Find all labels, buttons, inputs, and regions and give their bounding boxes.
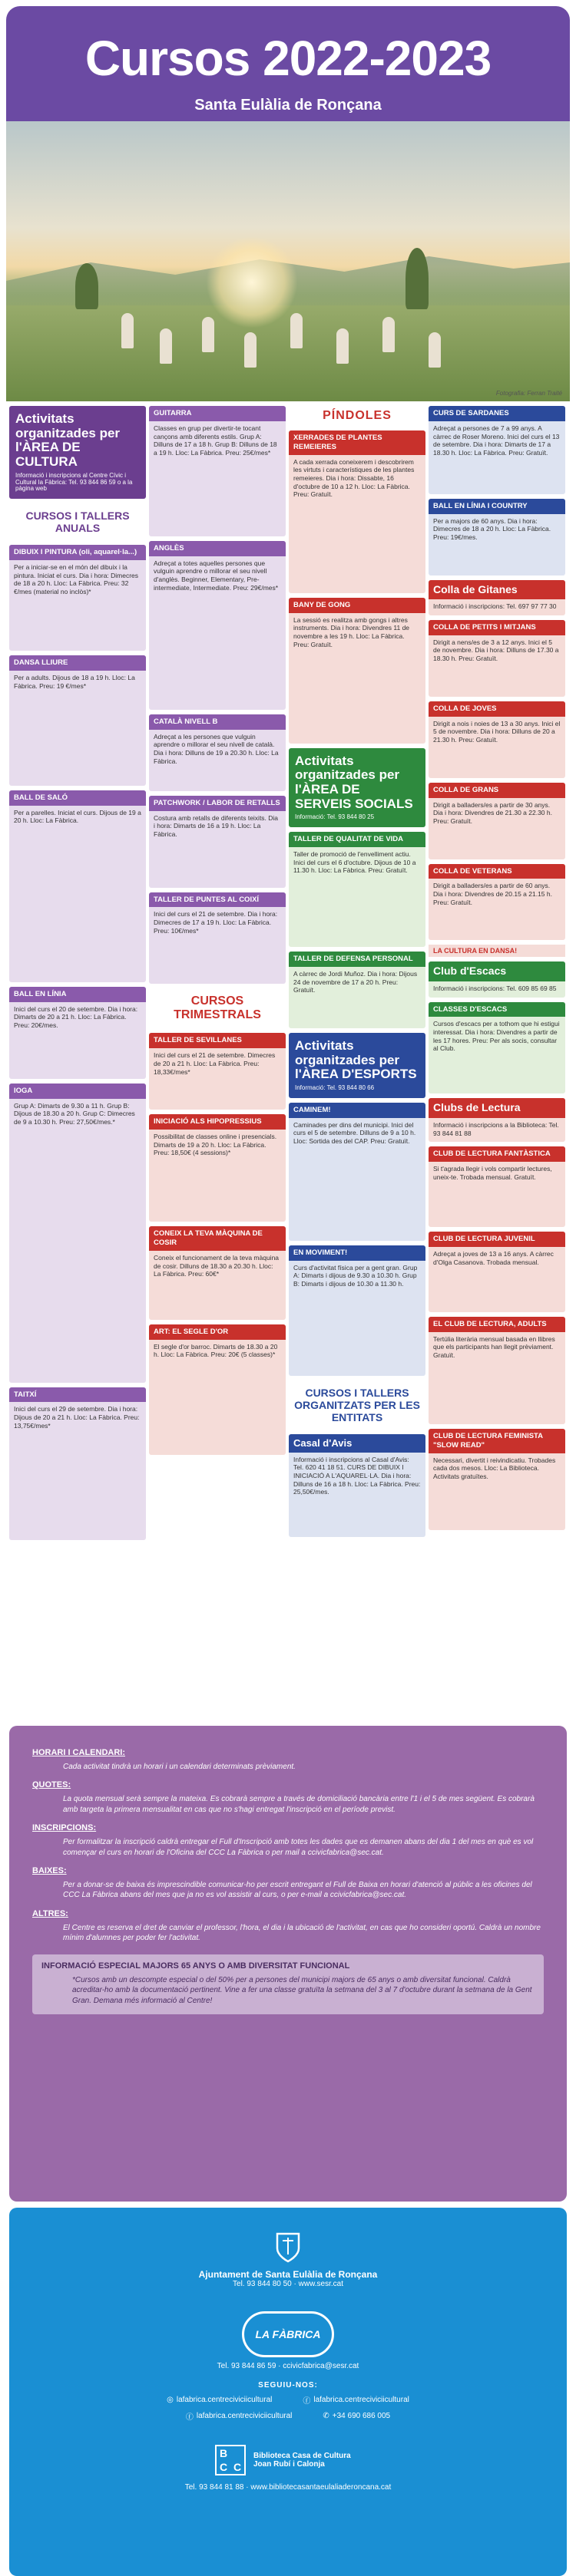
lectura-info: Informació i inscripcions a la Biblioteca: Tel. 93 844 81 88 (433, 1120, 559, 1137)
fabrica-logo: LA FÀBRICA (242, 2311, 334, 2357)
course-card (149, 714, 286, 791)
sports-section-title (289, 1033, 425, 1098)
tree-shape (406, 248, 429, 309)
sports-title-text: Activitats organitzades per l'ÀREA D'ESPORTS (295, 1037, 417, 1082)
social-handle: lafabrica.centreciviciicultural (196, 2412, 293, 2420)
course-card (149, 1114, 286, 1222)
info-registration-text: Per formalitzar la inscripció caldrà entregar el Full d'Inscripció amb totes les dades que es demanen abans del dia 1 del mes en què es vol començar el curs en horari de l'Oficina del CCC La Fàbrica o per mail a ccivicfabrica@sec.cat. (63, 1838, 534, 1857)
person-shape (336, 328, 349, 364)
course-card (289, 598, 425, 744)
course-card (9, 1084, 146, 1383)
course-card-body: A càrrec de Jordi Muñoz. Dia i hora: Dijous 24 de novembre de 17 a 20 h. Preu: Gratuït. (293, 969, 418, 994)
annual-courses-title: CURSOS I TALLERS ANUALS (25, 510, 130, 535)
course-card-body: Costura amb retalls de diferents teixits. Dia i hora: Dimarts de 16 a 19 h. Lloc: La Fàbrica. (154, 813, 279, 838)
course-card-title: COLLA DE JOVES (429, 701, 565, 717)
course-card-title: CURS DE SARDANES (429, 406, 565, 421)
course-card (289, 1245, 425, 1376)
course-card (9, 987, 146, 1079)
course-card-title: BALL EN LÍNIA I COUNTRY (429, 499, 565, 514)
course-card-body: Si t'agrada llegir i vols compartir lectures, uneix-te. Trobada mensual. Gratuït. (433, 1165, 552, 1181)
person-shape (160, 328, 172, 364)
course-card-body: A cada xerrada coneixerem i descobrirem les virtuts i característiques de les plantes remeieres. Dia i hora: Dissabte, 16 d'octubre de 10 a 12 h. Lloc: La Fàbrica. Preu: Gratuït. (293, 457, 415, 499)
person-shape (244, 332, 257, 368)
special-info-heading: INFORMACIÓ ESPECIAL MAJORS 65 ANYS O AMB DIVERSITAT FUNCIONAL (41, 1961, 350, 1971)
info-cancellations-text: Per a donar-se de baixa és imprescindible comunicar-ho per escrit entregant el Full de Baixa en horari d'atenció al públic a les oficines del CCC La Fàbrica abans del mes que ja no es vol assistir al curs, o per e-mail a ccivicfabrica@sec.cat. (63, 1880, 532, 1900)
quarterly-courses-title: CURSOS TRIMESTRALS (174, 994, 261, 1022)
column-entities (429, 406, 565, 1717)
info-registration-heading: INSCRIPCIONS: (32, 1823, 97, 1833)
course-card (9, 790, 146, 982)
course-card-title: TALLER DE PUNTES AL COIXÍ (149, 892, 286, 908)
info-cancellations-heading: BAIXES: (32, 1866, 67, 1876)
course-card (429, 620, 565, 697)
course-card (9, 1387, 146, 1541)
person-shape (429, 332, 441, 368)
course-card (429, 499, 565, 576)
course-card-body: Grup A: Dimarts de 9.30 a 11 h. Grup B: Dijous de 18.30 a 20 h. Grup C: Dimecres de 9 a 10.30 h. Preu: 27,50€/mes.* (14, 1101, 135, 1126)
person-shape (382, 317, 395, 352)
course-card-title: ANGLÈS (149, 541, 286, 556)
course-card-body: Inici del curs el 20 de setembre. Dia i hora: Dimarts de 20 a 21 h. Lloc: La Fàbrica. Preu: 20€/mes. (14, 1004, 138, 1029)
course-card-body: Possibilitat de classes online i presencials. Dimarts de 19 a 20 h. Lloc: La Fàbrica. Preu: 18,50€ (4 sessions)* (154, 1133, 277, 1157)
program-columns (6, 401, 570, 1721)
library-contact: Tel. 93 844 81 88 · www.bibliotecasantaeulaliaderoncana.cat (184, 2483, 392, 2492)
course-card-body: Per a majors de 60 anys. Dia i hora: Dimecres de 18 a 20 h. Lloc: La Fàbrica. Preu: 19€/mes. (433, 516, 551, 541)
course-card (149, 541, 286, 710)
course-card-body: Adreçat a totes aquelles persones que vulguin aprendre o millorar el seu nivell d'anglès. Beginner, Elementary, Pre-intermediate, Intermediate. Preu: 29€/mes* (154, 559, 279, 592)
culture-title-text: Activitats organitzades per l'ÀREA DE CULTURA (15, 411, 121, 470)
course-card (429, 406, 565, 494)
course-card-body: Curs d'activitat física per a gent gran. Grup A: Dimarts i dijous de 9.30 a 10.30 h. Grup B: Dimarts i dijous de 10.30 a 11.30 h. (293, 1263, 418, 1288)
course-card-body: Tertúlia literària mensual basada en llibres que els participants han llegit prèviament. Gratuït. (433, 1334, 555, 1359)
culture-section-box (9, 406, 146, 499)
course-card-body: El segle d'or barroc. Dimarts de 18.30 a 20 h. Lloc: La Fàbrica. Preu: 20€ (5 classes)* (154, 1342, 278, 1359)
course-card-title: EN MOVIMENT! (289, 1245, 425, 1261)
footer (9, 2208, 567, 2576)
course-card (429, 701, 565, 778)
follow-us-label: SEGUIU-NOS: (258, 2381, 318, 2390)
course-card (9, 655, 146, 786)
course-card (149, 892, 286, 985)
whatsapp-icon: ✆ (323, 2412, 329, 2420)
library-name: Biblioteca Casa de Cultura Joan Rubí i Calonja (253, 2452, 351, 2469)
gitanes-title: Colla de Gitanes (429, 580, 565, 600)
course-card (289, 1103, 425, 1241)
course-card-title: COLLA DE PETITS I MITJANS (429, 620, 565, 635)
instagram-icon: ◎ (167, 2396, 174, 2404)
hero-photo (6, 121, 570, 401)
course-card (289, 832, 425, 947)
course-card-title: BALL DE SALÓ (9, 790, 146, 806)
course-card-title: CONEIX LA TEVA MÀQUINA DE COSIR (149, 1226, 286, 1251)
course-card-title: CAMINEM! (289, 1103, 425, 1118)
page-title: Cursos 2022-2023 (84, 31, 492, 86)
info-fees-text: La quota mensual serà sempre la mateixa. Es cobrarà sempre a través de domiciliació bancària entre l'1 i el 5 de mes següent. Es cobrarà amb targeta la primera mensualitat en cas que no s'hagi entregat l'inscripció en el període previst. (63, 1795, 535, 1814)
course-card-title: TALLER DE SEVILLANES (149, 1033, 286, 1048)
facebook-icon: ⓕ (185, 2413, 194, 2422)
social-info-text: Informació: Tel. 93 844 80 25 (295, 813, 375, 821)
course-card-title: XERRADES DE PLANTES REMEIERES (289, 430, 425, 455)
course-card-body: Adreçat a persones de 7 a 99 anys. A càrrec de Roser Moreno. Inici del curs el 13 de setembre. Dia i hora: Dimarts de 17 a 18.30 h. Lloc: La Fàbrica. Preu: Gratuït. (433, 424, 560, 457)
course-card-body: Per a adults. Dijous de 18 a 19 h. Lloc: La Fàbrica. Preu: 19 €/mes* (14, 673, 135, 690)
gitanes-info: Informació i inscripcions: Tel. 697 97 77 30 (433, 602, 557, 611)
course-card (149, 1033, 286, 1110)
social-section-box (289, 748, 425, 828)
course-card-title: DANSA LLIURE (9, 655, 146, 671)
header (6, 6, 570, 121)
library-block (9, 2445, 567, 2475)
social-link[interactable] (186, 2410, 293, 2422)
ajuntament-name: Ajuntament de Santa Eulàlia de Ronçana (198, 2269, 378, 2280)
course-card-title: COLLA DE VETERANS (429, 864, 565, 879)
course-card-title: DIBUIX I PINTURA (oli, aquarel·la...) (9, 545, 146, 560)
course-card (429, 1146, 565, 1227)
social-link[interactable] (167, 2394, 272, 2406)
course-card (149, 406, 286, 536)
course-card-title: CATALÀ NIVELL B (149, 714, 286, 730)
page-subtitle: Santa Eulàlia de Ronçana (194, 97, 382, 114)
info-other-heading: ALTRES: (32, 1908, 68, 1918)
escacs-section-box (429, 961, 565, 997)
course-card-body: Dirigit a nois i noies de 13 a 30 anys. Inici el 5 de novembre. Dia i hora: Dilluns de 20 a 21.30 h. Preu: Gratuït. (433, 719, 561, 744)
course-card-title: CLUB DE LECTURA FANTÀSTICA (429, 1146, 565, 1162)
sun-glow (206, 236, 298, 328)
special-info-box (32, 1954, 544, 2014)
course-card-body: Dirigit a nens/es de 3 a 12 anys. Inici el 5 de novembre. Dia i hora: Dilluns de 17.30 a 18.30 h. Preu: Gratuït. (433, 638, 559, 662)
course-card (9, 545, 146, 651)
course-card-title: GUITARRA (149, 406, 286, 421)
social-handle: lafabrica.centreciviciicultural (313, 2396, 409, 2404)
culture-section-title (9, 406, 146, 499)
info-fees-heading: QUOTES: (32, 1780, 71, 1790)
fabrica-contact: Tel. 93 844 86 59 · ccivicfabrica@sesr.cat (217, 2362, 359, 2370)
course-card-body: Dirigit a balladers/es a partir de 30 anys. Dia i hora: Divendres de 21.30 a 22.30 h. Preu: Gratuït. (433, 800, 552, 825)
info-schedule-heading: HORARI I CALENDARI: (32, 1748, 125, 1757)
entitats-title: CURSOS I TALLERS ORGANITZATS PER LES ENTITATS (294, 1386, 420, 1423)
course-card-body: Adreçat a les persones que vulguin aprendre o millorar el seu nivell de català. Dia i hora: Dilluns de 19 a 20.30 h. Lloc: La Fàbrica. (154, 732, 279, 765)
tree-shape (75, 263, 98, 309)
photo-credit: Fotografia: Ferran Traité (495, 390, 562, 397)
course-card-body: Informació i inscripcions al Casal d'Avis: Tel. 620 41 18 51. CURS DE DIBUIX I INICIACIÓ A L'AQUAREL·LA. Dia i hora: Dilluns de 16 a 18 h. Lloc: La Fàbrica. Preu: 25,50€/mes. (293, 1455, 421, 1496)
course-card (429, 783, 565, 859)
lectura-title: Clubs de Lectura (429, 1098, 565, 1118)
person-shape (121, 313, 134, 348)
course-card-body: Cursos d'escacs per a tothom que hi estigui interessat. Dia i hora: Divendres a partir de les 17 hores. Preu: Per als socis, consultar al Club. (433, 1020, 560, 1053)
course-card (429, 864, 565, 941)
course-card (149, 1324, 286, 1455)
course-card-title: CLUB DE LECTURA FEMINISTA "SLOW READ" (429, 1429, 565, 1453)
course-card-body: Adreçat a joves de 13 a 16 anys. A càrrec d'Olga Casanova. Trobada mensual. (433, 1249, 554, 1266)
culture-info-text: Informació i inscripcions al Centre Cívic i Cultural la Fàbrica: Tel. 93 844 86 59 o a la pàgina web (15, 471, 133, 493)
course-card-title: IOGA (9, 1084, 146, 1099)
social-title-text: Activitats organitzades per l'ÀREA DE SERVEIS SOCIALS (295, 753, 413, 811)
info-other-text: El Centre es reserva el dret de canviar el professor, l'hora, el dia i la ubicació de l'activitat, en cas que ho consideri oportú. Caldrà un nombre mínim d'alumnes per poder fer l'activitat. (63, 1923, 541, 1943)
social-handle: lafabrica.centreciviciicultural (176, 2396, 273, 2404)
lectura-section-box (429, 1098, 565, 1142)
course-card-title: EL CLUB DE LECTURA, ADULTS (429, 1317, 565, 1332)
course-card (429, 1002, 565, 1094)
escacs-title: Club d'Escacs (429, 961, 565, 981)
course-card-title: CLASSES D'ESCACS (429, 1002, 565, 1018)
column-culture (9, 406, 146, 1717)
course-card (429, 1317, 565, 1424)
course-card (289, 430, 425, 593)
course-card-body: Inici del curs el 21 de setembre. Dia i hora: Dimecres de 17 a 19 h. Lloc: La Fàbrica. Preu: 10€/mes* (154, 910, 278, 935)
course-card-title: PATCHWORK / LABOR DE RETALLS (149, 796, 286, 811)
person-shape (202, 317, 214, 352)
social-section-title (289, 748, 425, 828)
course-card-title: BANY DE GONG (289, 598, 425, 613)
course-card (149, 796, 286, 888)
pindoles-heading: PÍNDOLES (323, 409, 392, 422)
social-links (9, 2410, 567, 2422)
course-card-title: BALL EN LÍNIA (9, 987, 146, 1002)
course-card (429, 1429, 565, 1530)
course-card-title: ART: EL SEGLE D'OR (149, 1324, 286, 1340)
facebook-icon: ⓕ (303, 2397, 311, 2406)
course-card-title: Casal d'Avis (289, 1434, 425, 1453)
course-card (289, 952, 425, 1028)
course-card-title: TALLER DE QUALITAT DE VIDA (289, 832, 425, 847)
shield-icon (274, 2231, 302, 2264)
escacs-info: Informació i inscripcions: Tel. 609 85 69 85 (433, 984, 557, 992)
course-card-body: Inici del curs el 29 de setembre. Dia i hora: Dijous de 20 a 21 h. Lloc: La Fàbrica. Preu: 13,75€/mes* (14, 1405, 140, 1430)
course-card-title: TALLER DE DEFENSA PERSONAL (289, 952, 425, 967)
social-handle: +34 690 686 005 (332, 2412, 391, 2420)
social-link[interactable] (303, 2394, 409, 2406)
course-card-title: COLLA DE GRANS (429, 783, 565, 798)
column-courses (149, 406, 286, 1717)
course-card-body: Taller de promoció de l'envelliment actiu. Inici del curs el 6 d'octubre. Dijous de 10 a 11.30 h. Lloc: La Fàbrica. Preu: Gratuït. (293, 850, 416, 875)
culture-dance-label: LA CULTURA EN DANSA! (429, 945, 565, 957)
gitanes-section-box (429, 580, 565, 615)
course-card-body: La sessió es realitza amb gongs i altres instruments. Dia i hora: Divendres 11 de novembre a les 19 h. Lloc: La Fàbrica. Preu: Gratuït. (293, 615, 410, 648)
person-shape (290, 313, 303, 348)
social-link[interactable] (323, 2410, 390, 2422)
column-pindoles (289, 406, 425, 1717)
course-card-body: Necessari, divertit i reivindicatiu. Trobades cada dos mesos. Lloc: La Biblioteca. Activitats gratuïtes. (433, 1456, 556, 1480)
course-card-body: Per a iniciar-se en el món del dibuix i la pintura. Iniciat el curs. Dia i hora: Dimecres de 18 a 20 h. Lloc: La Fàbrica. Preu: 32 €/mes (material no inclòs)* (14, 563, 139, 595)
course-card-title: CLUB DE LECTURA JUVENIL (429, 1232, 565, 1247)
sports-info-text: Informació: Tel. 93 844 80 66 (295, 1084, 375, 1091)
course-card-body: Caminades per dins del municipi. Inici del curs el 5 de setembre. Dilluns de 9 a 10 h. Lloc: Sortida des del CAP. Preu: Gratuït. (293, 1120, 416, 1145)
course-card-title: INICIACIÓ ALS HIPOPRESSIUS (149, 1114, 286, 1130)
course-card-title: TAITXÍ (9, 1387, 146, 1403)
course-card-body: Inici del curs el 21 de setembre. Dimecres de 20 a 21 h. Lloc: La Fàbrica. Preu: 18,33€/mes* (154, 1051, 276, 1076)
ajuntament-contact: Tel. 93 844 80 50 · www.sesr.cat (233, 2280, 343, 2288)
course-card-body: Per a parelles. Iniciat el curs. Dijous de 19 a 20 h. Lloc: La Fàbrica. (14, 808, 141, 825)
course-card-body: Dirigit a balladers/es a partir de 60 anys. Dia i hora: Divendres de 20.15 a 21.15 h. Preu: Gratuït. (433, 882, 552, 906)
course-card-body: Coneix el funcionament de la teva màquina de cosir. Dilluns de 18.30 a 20.30 h. Lloc: La Fàbrica. Preu: 60€* (154, 1253, 280, 1278)
special-info-text: *Cursos amb un descompte especial o del 50% per a persones del municipi majors de 65 anys o amb diversitat funcional. Caldrà acreditar-ho amb la documentació pertinent. Vine a fer una classe gratuïta la setmana del 3 al 7 d'octubre durant la setmana de la Gent Gran. Demana més informació al Centre! (72, 1975, 532, 2005)
course-card (289, 1434, 425, 1537)
library-logo: B C C (215, 2445, 246, 2475)
sports-section-box (289, 1033, 425, 1098)
course-card (149, 1226, 286, 1320)
info-section (9, 1726, 567, 2202)
social-links (9, 2394, 567, 2406)
course-card-body: Classes en grup per divertir-te tocant cançons amb diferents estils. Grup A: Dilluns de 17 a 18 h. Grup B: Dilluns de 18 a 19 h. Lloc: La Fàbrica. Preu: 25€/mes* (154, 424, 277, 457)
course-card (429, 1232, 565, 1312)
info-schedule-text: Cada activitat tindrà un horari i un calendari determinats prèviament. (63, 1762, 296, 1771)
